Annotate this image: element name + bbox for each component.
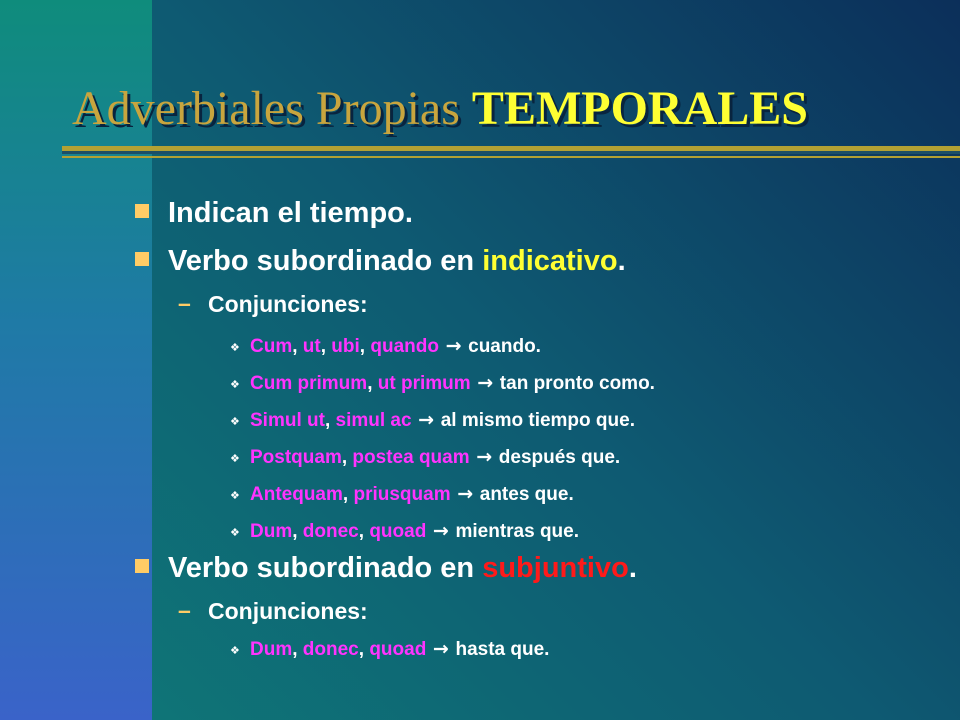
latin-conjunction: quando [370, 336, 439, 357]
latin-conjunction: quoad [369, 639, 427, 660]
slide-title [72, 82, 808, 136]
right-arrow-icon: → [450, 483, 480, 505]
square-bullet-icon [135, 252, 149, 266]
diamond-bullet-icon: ❖ [230, 645, 240, 657]
latin-conjunction: Simul ut [250, 410, 325, 431]
point-indicativo [168, 244, 626, 278]
title-underline-secondary [62, 156, 960, 158]
spanish-meaning: tan pronto como. [499, 373, 655, 394]
latin-conjunction: quoad [369, 521, 427, 542]
latin-conjunction: simul ac [335, 410, 412, 431]
latin-conjunction: postea quam [352, 447, 470, 468]
latin-conjunction: donec [302, 521, 359, 542]
highlight-indicativo: indicativo [482, 245, 618, 277]
diamond-bullet-icon: ❖ [230, 453, 240, 465]
separator: , [341, 447, 353, 468]
spanish-meaning: antes que. [479, 484, 574, 505]
diamond-bullet-icon: ❖ [230, 416, 240, 428]
right-arrow-icon: → [438, 335, 469, 357]
point-indican: Indican el tiempo. [168, 197, 413, 229]
point-subjuntivo [168, 551, 637, 585]
conjunction-item [250, 408, 635, 433]
square-bullet-icon [135, 559, 149, 573]
dash-bullet: – [178, 597, 191, 623]
diamond-bullet-icon: ❖ [230, 379, 240, 391]
conjunction-item [250, 482, 574, 507]
title-underline [62, 146, 960, 154]
separator: , [358, 521, 370, 542]
conjunction-item [250, 371, 655, 396]
dash-bullet: – [178, 290, 191, 316]
diamond-bullet-icon: ❖ [230, 342, 240, 354]
spanish-meaning: hasta que. [455, 639, 550, 660]
separator: , [359, 336, 371, 357]
right-arrow-icon: → [426, 638, 456, 660]
latin-conjunction: priusquam [353, 484, 451, 505]
latin-conjunction: Dum [250, 639, 293, 660]
right-arrow-icon: → [426, 520, 456, 542]
title-part-2: TEMPORALES [471, 82, 808, 135]
conjunction-item [250, 637, 549, 662]
conjunction-item [250, 445, 620, 470]
separator: , [358, 639, 370, 660]
separator: , [292, 336, 303, 357]
separator: , [367, 373, 378, 394]
latin-conjunction: ut [302, 336, 321, 357]
diamond-bullet-icon: ❖ [230, 490, 240, 502]
separator: , [342, 484, 354, 505]
separator: , [292, 521, 303, 542]
point-period: . [628, 552, 637, 584]
latin-conjunction: Cum [250, 336, 293, 357]
latin-conjunction: Cum primum [250, 373, 368, 394]
highlight-subjuntivo: subjuntivo [482, 552, 629, 584]
latin-conjunction: Antequam [250, 484, 343, 505]
spanish-meaning: cuando. [468, 336, 541, 357]
latin-conjunction: Dum [250, 521, 293, 542]
sub-conjunciones: Conjunciones: [208, 598, 368, 624]
point-text: Verbo subordinado en [168, 245, 483, 277]
point-text: Verbo subordinado en [168, 552, 483, 584]
title-part-1: Adverbiales Propias [72, 82, 472, 135]
conjunction-item [250, 334, 541, 359]
square-bullet-icon [135, 204, 149, 218]
separator: , [320, 336, 332, 357]
latin-conjunction: donec [302, 639, 359, 660]
diamond-bullet-icon: ❖ [230, 527, 240, 539]
spanish-meaning: mientras que. [455, 521, 580, 542]
spanish-meaning: después que. [498, 447, 621, 468]
right-arrow-icon: → [470, 372, 500, 394]
right-arrow-icon: → [411, 409, 441, 431]
latin-conjunction: ubi [331, 336, 360, 357]
separator: , [324, 410, 336, 431]
sub-conjunciones: Conjunciones: [208, 291, 368, 317]
separator: , [292, 639, 303, 660]
point-period: . [617, 245, 626, 277]
spanish-meaning: al mismo tiempo que. [440, 410, 635, 431]
latin-conjunction: ut primum [377, 373, 471, 394]
latin-conjunction: Postquam [250, 447, 342, 468]
conjunction-item [250, 519, 579, 544]
right-arrow-icon: → [469, 446, 499, 468]
